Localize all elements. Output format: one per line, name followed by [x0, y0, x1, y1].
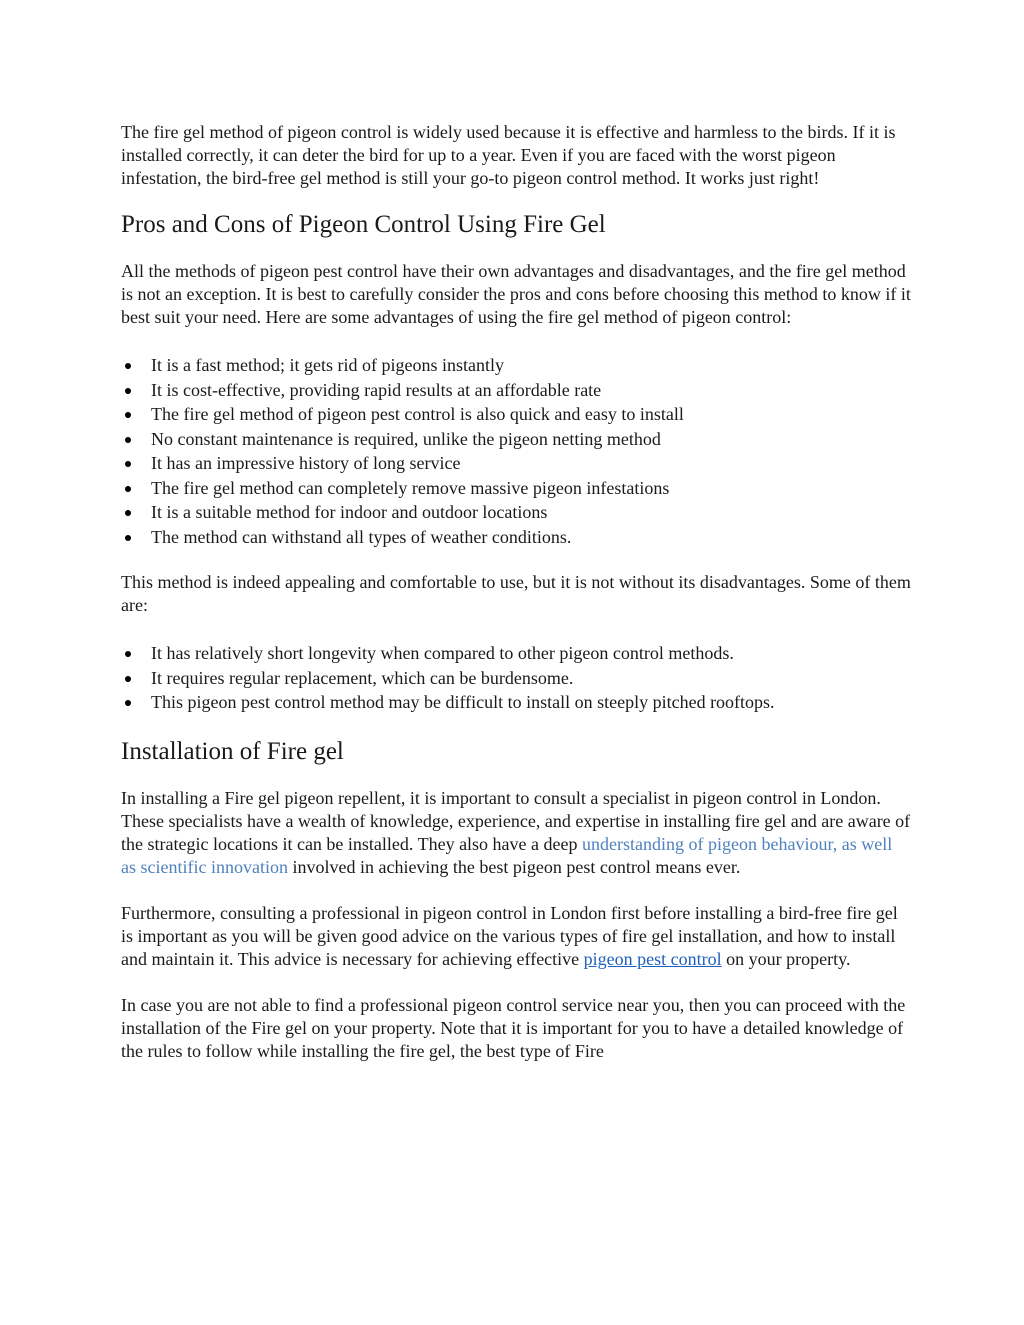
- list-item: It is a suitable method for indoor and outdoor locations: [121, 500, 911, 525]
- pros-cons-lead-paragraph: All the methods of pigeon pest control have their own advantages and disadvantages, and the fire gel method is not an exception. It is best to carefully consider the pros and cons before choosing this method to know if it best suit your need. Here are some advantages of using the fire gel method of pigeon control:: [121, 261, 911, 327]
- pigeon-pest-control-link[interactable]: pigeon pest control: [583, 948, 722, 969]
- list-item: No constant maintenance is required, unlike the pigeon netting method: [121, 427, 911, 452]
- list-item: It is a fast method; it gets rid of pigeons instantly: [121, 353, 911, 378]
- list-item: This pigeon pest control method may be difficult to install on steeply pitched rooftops.: [121, 690, 911, 715]
- section-heading-pros-cons: Pros and Cons of Pigeon Control Using Fire Gel: [121, 211, 606, 238]
- paragraph-text: Furthermore, consulting a professional in pigeon control in London first before installing a bird-free fire gel is important as you will be given good advice on the various types of fire gel installation, and how to install and maintain it. This advice is necessary for achieving effective: [121, 902, 898, 969]
- list-item: It has an impressive history of long service: [121, 451, 911, 476]
- intro-paragraph: The fire gel method of pigeon control is widely used because it is effective and harmless to the birds. If it is installed correctly, it can deter the bird for up to a year. Even if you are faced with the worst pigeon infestation, the bird-free gel method is still your go-to pigeon control method. It works just right!: [121, 122, 896, 188]
- list-item: It has relatively short longevity when compared to other pigeon control methods.: [121, 641, 911, 666]
- list-item: The fire gel method of pigeon pest control is also quick and easy to install: [121, 402, 911, 427]
- list-item: It requires regular replacement, which can be burdensome.: [121, 666, 911, 691]
- list-item: The fire gel method can completely remove massive pigeon infestations: [121, 476, 911, 501]
- document-page: [121, 121, 911, 1063]
- list-item: It is cost-effective, providing rapid results at an affordable rate: [121, 378, 911, 403]
- disadvantages-list: [121, 641, 911, 715]
- disadvantages-lead-paragraph: This method is indeed appealing and comfortable to use, but it is not without its disadvantages. Some of them are:: [121, 572, 911, 615]
- paragraph-text: involved in achieving the best pigeon pest control means ever.: [287, 856, 741, 877]
- installation-paragraph-2: [121, 902, 911, 971]
- section-heading-installation: Installation of Fire gel: [121, 737, 344, 765]
- list-item: The method can withstand all types of weather conditions.: [121, 525, 911, 550]
- paragraph-text: In installing a Fire gel pigeon repellent, it is important to consult a specialist in pigeon control in London. These specialists have a wealth of knowledge, experience, and expertise in installing fire gel and are aware of the strategic locations it can be installed. They also have a deep: [121, 787, 911, 854]
- paragraph-text: on your property.: [721, 948, 851, 969]
- installation-paragraph-1: [121, 787, 911, 879]
- installation-paragraph-3: In case you are not able to find a professional pigeon control service near you, then you can proceed with the installation of the Fire gel on your property. Note that it is important for you to have a detailed knowledge of the rules to follow while installing the fire gel, the best type of Fire: [121, 994, 906, 1061]
- pigeon-behaviour-link[interactable]: understanding of pigeon behaviour, as well as scientific innovation: [121, 833, 893, 877]
- advantages-list: [121, 353, 911, 549]
